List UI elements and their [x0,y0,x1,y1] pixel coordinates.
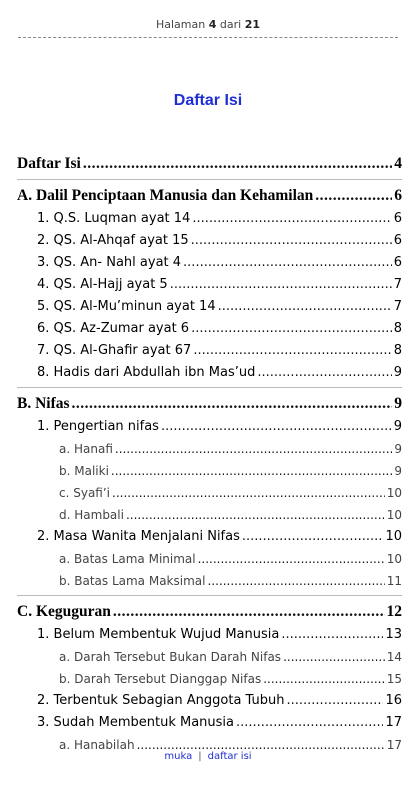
toc-entry-page: 9 [393,419,402,434]
total-pages: 21 [244,18,261,31]
dot-leader [126,504,385,526]
toc-entry-label: 4. QS. Al-Hajj ayat 5 [37,277,168,292]
dot-leader [191,230,392,252]
toc-section-entry[interactable] [17,600,402,624]
toc-entry-page: 17 [385,715,402,730]
dot-leader [113,600,385,624]
home-link[interactable]: muka [164,751,193,762]
page-title: Daftar Isi [173,92,243,109]
dot-leader [207,570,384,592]
toc-entry[interactable] [17,504,402,526]
toc-entry-label: 1. Pengertian nifas [37,419,159,434]
toc-entry-page: 8 [393,343,402,358]
toc-entry-label: b. Darah Tersebut Dianggap Nifas [59,672,262,686]
toc-entry-label: 2. Masa Wanita Menjalani Nifas [37,529,240,544]
toc-entry[interactable] [17,668,402,690]
toc-entry-page: 6 [393,233,402,248]
toc-entry-page: 9 [394,464,402,478]
toc-entry-page: 8 [393,321,402,336]
toc-entry-label: 5. QS. Al-Mu’minun ayat 14 [37,299,216,314]
dot-leader [72,392,393,416]
toc-entry[interactable] [17,340,402,362]
table-of-contents [17,148,402,756]
toc-entry[interactable] [17,526,402,548]
toc-entry[interactable] [17,712,402,734]
header-prefix: Halaman [155,18,206,31]
toc-entry[interactable] [17,274,402,296]
dot-leader [242,526,384,548]
toc-entry-page: 6 [393,211,402,226]
dot-leader [315,184,392,208]
toc-entry[interactable] [17,624,402,646]
toc-entry-label: d. Hambali [59,508,124,522]
toc-entry-label: B. Nifas [17,395,70,412]
toc-entry-page: 6 [394,187,402,204]
dot-leader [112,482,385,504]
toc-entry-page: 6 [393,255,402,270]
toc-entry[interactable] [17,416,402,438]
dot-leader [170,274,392,296]
toc-entry-label: 2. Terbentuk Sebagian Anggota Tubuh [37,693,285,708]
dot-leader [218,296,392,318]
toc-section-entry[interactable] [17,152,402,176]
toc-entry-label: a. Hanafi [59,442,113,456]
toc-entry-label: b. Maliki [59,464,109,478]
dot-leader [161,416,392,438]
dot-leader [193,340,391,362]
toc-entry[interactable] [17,690,402,712]
toc-entry[interactable] [17,208,402,230]
dot-leader [287,690,384,712]
dot-leader [263,668,384,690]
dot-leader [191,318,392,340]
dot-leader [281,624,383,646]
dot-leader [236,712,383,734]
toc-entry-label: C. Keguguran [17,603,111,620]
toc-entry-label: 7. QS. Al-Ghafir ayat 67 [37,343,192,358]
dot-leader [115,438,392,460]
toc-entry[interactable] [17,646,402,668]
toc-entry[interactable] [17,548,402,570]
dot-leader [198,548,385,570]
section-divider [17,179,402,180]
footer-separator: | [198,751,202,762]
toc-entry[interactable] [17,230,402,252]
toc-entry[interactable] [17,438,402,460]
toc-entry-page: 7 [393,299,402,314]
toc-entry[interactable] [17,482,402,504]
toc-entry-page: 10 [386,508,402,522]
toc-entry[interactable] [17,296,402,318]
toc-section-entry[interactable] [17,392,402,416]
toc-entry-label: 1. Belum Membentuk Wujud Manusia [37,627,280,642]
header-middle: dari [219,18,242,31]
section-divider [17,595,402,596]
dot-leader [192,208,391,230]
section-divider [17,387,402,388]
toc-entry-page: 17 [386,738,402,752]
toc-entry-page: 4 [394,155,402,172]
toc-entry[interactable] [17,570,402,592]
header-divider [18,37,398,38]
toc-entry-page: 15 [386,672,402,686]
dot-leader [257,362,391,384]
toc-entry-label: 3. QS. An- Nahl ayat 4 [37,255,182,270]
dot-leader [83,152,392,176]
toc-entry-page: 10 [385,529,402,544]
toc-entry-page: 9 [394,442,402,456]
page-footer [0,751,416,762]
current-page-number: 4 [208,18,217,31]
dot-leader [111,460,392,482]
toc-entry[interactable] [17,318,402,340]
toc-entry-label: 2. QS. Al-Ahqaf ayat 15 [37,233,189,248]
dot-leader [183,252,392,274]
toc-entry-label: a. Darah Tersebut Bukan Darah Nifas [59,650,282,664]
dot-leader [283,646,385,668]
toc-entry-page: 14 [386,650,402,664]
toc-entry-label: A. Dalil Penciptaan Manusia dan Kehamilan [17,187,314,204]
page-header [0,18,416,31]
toc-entry[interactable] [17,362,402,384]
toc-entry-label: a. Hanabilah [59,738,135,752]
toc-entry-page: 7 [393,277,402,292]
toc-entry-label: c. Syafi’i [59,486,111,500]
toc-entry-page: 12 [386,603,402,620]
toc-entry-label: 8. Hadis dari Abdullah ibn Mas’ud [37,365,256,380]
toc-entry-label: 6. QS. Az-Zumar ayat 6 [37,321,190,336]
toc-entry-label: a. Batas Lama Minimal [59,552,196,566]
toc-entry-page: 10 [386,486,402,500]
toc-entry-page: 10 [386,552,402,566]
toc-entry-label: b. Batas Lama Maksimal [59,574,206,588]
toc-entry[interactable] [17,252,402,274]
toc-entry-page: 11 [386,574,402,588]
toc-entry-label: 3. Sudah Membentuk Manusia [37,715,234,730]
toc-link[interactable]: daftar isi [207,751,252,762]
toc-entry-page: 16 [385,693,402,708]
toc-section-entry[interactable] [17,184,402,208]
toc-entry-page: 9 [393,365,402,380]
toc-entry-label: 1. Q.S. Luqman ayat 14 [37,211,191,226]
toc-entry-page: 9 [394,395,402,412]
toc-entry-page: 13 [385,627,402,642]
toc-entry[interactable] [17,460,402,482]
toc-entry-label: Daftar Isi [17,155,81,172]
